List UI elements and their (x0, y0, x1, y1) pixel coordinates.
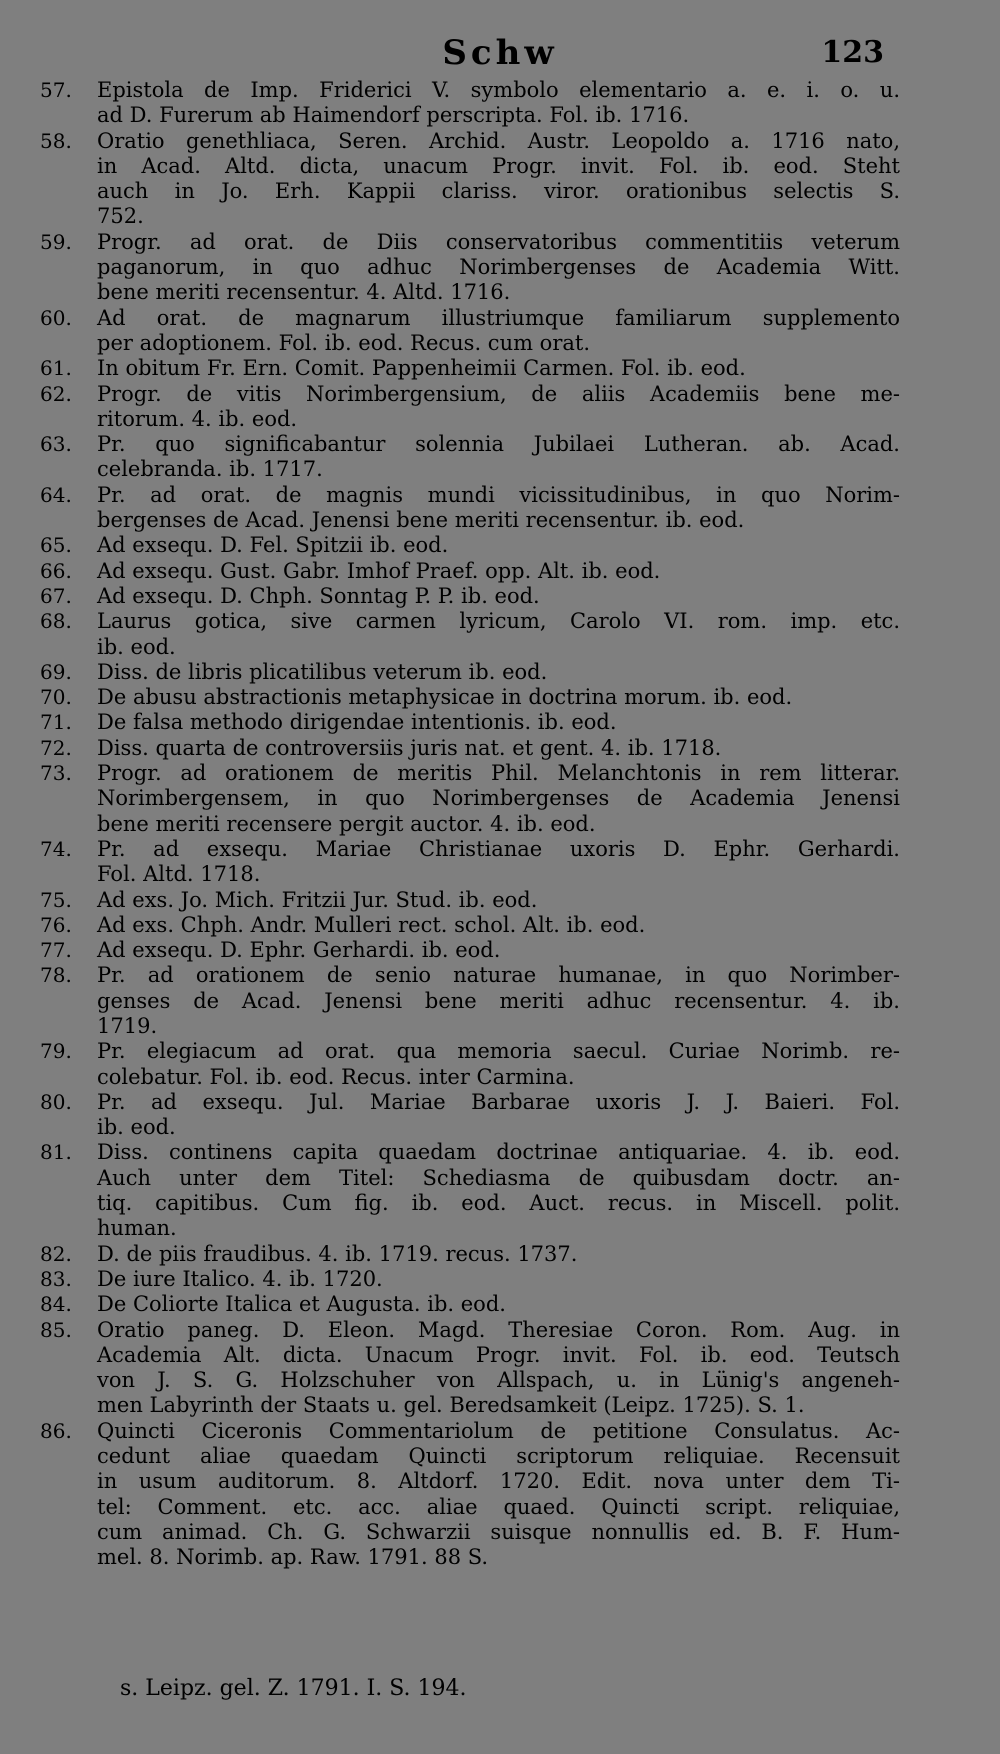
entry-text-line: paganorum, in quo adhuc Norimbergenses de Academia Witt. (97, 255, 900, 280)
bibliography-entry (40, 888, 900, 913)
entry-text-line: Ad exsequ. D. Chph. Sonntag P. P. ib. eod. (97, 583, 540, 608)
entry-text-line: Fol. Altd. 1718. (97, 862, 261, 887)
entry-text-line: ad D. Furerum ab Haimendorf perscripta. Fol. ib. 1716. (97, 103, 690, 128)
bibliography-entry (40, 938, 900, 963)
bibliography-entry (40, 761, 900, 837)
bibliography-entry (40, 129, 900, 230)
bibliography-entry (40, 685, 900, 710)
entry-text-line: Oratio genethliaca, Seren. Archid. Austr. Leopoldo a. 1716 nato, (97, 128, 900, 153)
entry-number: 61. (40, 356, 72, 381)
bibliography-entry (40, 1267, 900, 1292)
entry-number: 79. (40, 1039, 72, 1064)
entry-text-line: Pr. ad orat. de magnis mundi vicissitudinibus, in quo Norim- (97, 482, 900, 507)
entry-number: 85. (40, 1317, 72, 1342)
bibliography-entry (40, 584, 900, 609)
entry-text-line: colebatur. Fol. ib. eod. Recus. inter Carmina. (97, 1064, 575, 1089)
bibliography-entry (40, 609, 900, 660)
entry-text-line: cum animad. Ch. G. Schwarzii suisque nonnullis ed. B. F. Hum- (97, 1519, 900, 1544)
entry-text-line: von J. S. G. Holzschuher von Allspach, u. in Lünig's angeneh- (97, 1368, 900, 1393)
entry-text-line: mel. 8. Norimb. ap. Raw. 1791. 88 S. (97, 1545, 489, 1570)
entry-number: 62. (40, 381, 72, 406)
entry-number: 82. (40, 1241, 72, 1266)
entry-text-line: Auch unter dem Titel: Schediasma de quibusdam doctr. an- (97, 1165, 900, 1190)
entry-text-line: Diss. de libris plicatilibus veterum ib. eod. (97, 659, 548, 684)
bibliography-entry (40, 1039, 900, 1090)
entry-text-line: In obitum Fr. Ern. Comit. Pappenheimii Carmen. Fol. ib. eod. (97, 356, 746, 381)
bibliography-entry (40, 306, 900, 357)
entry-text-line: tel: Comment. etc. acc. aliae quaed. Quincti script. reliquiae, (97, 1494, 900, 1519)
entry-text-line: Ad exsequ. D. Ephr. Gerhardi. ib. eod. (97, 938, 501, 963)
entry-text-line: 1719. (97, 1013, 158, 1038)
entry-text-line: De iure Italico. 4. ib. 1720. (97, 1266, 383, 1291)
bibliography-entry (40, 1090, 900, 1141)
bibliography-entry (40, 483, 900, 534)
entry-text-line: ritorum. 4. ib. eod. (97, 406, 298, 431)
bibliography-entry (40, 533, 900, 558)
entry-text-line: in usum auditorum. 8. Altdorf. 1720. Edit. nova unter dem Ti- (97, 1469, 900, 1494)
entry-text-line: 752. (97, 204, 144, 229)
entry-number: 83. (40, 1266, 72, 1291)
entry-number: 58. (40, 128, 72, 153)
entry-number: 60. (40, 305, 72, 330)
entry-number: 63. (40, 432, 72, 457)
bibliography-entry (40, 432, 900, 483)
entry-number: 84. (40, 1292, 72, 1317)
entry-text-line: Progr. de vitis Norimbergensium, de aliis Academiis bene me- (97, 381, 900, 406)
entry-number: 70. (40, 685, 72, 710)
bibliography-entry (40, 356, 900, 381)
entry-text-line: auch in Jo. Erh. Kappii clariss. viror. orationibus selectis S. (97, 179, 900, 204)
entry-text-line: Diss. quarta de controversiis juris nat. et gent. 4. ib. 1718. (97, 735, 722, 760)
entry-text-line: De abusu abstractionis metaphysicae in doctrina morum. ib. eod. (97, 685, 793, 710)
entry-number: 75. (40, 887, 72, 912)
page-header (0, 30, 1000, 76)
entry-text-line: Pr. ad exsequ. Jul. Mariae Barbarae uxoris J. J. Baieri. Fol. (97, 1089, 900, 1114)
entry-text-line: D. de piis fraudibus. 4. ib. 1719. recus. 1737. (97, 1241, 578, 1266)
bibliography-entry (40, 230, 900, 306)
entry-number: 81. (40, 1140, 72, 1165)
entry-text-line: Oratio paneg. D. Eleon. Magd. Theresiae Coron. Rom. Aug. in (97, 1317, 900, 1342)
bibliography-entry (40, 1419, 900, 1571)
entry-text-line: Progr. ad orationem de meritis Phil. Melanchtonis in rem litterar. (97, 761, 900, 786)
entry-text-line: Diss. continens capita quaedam doctrinae antiquariae. 4. ib. eod. (97, 1140, 900, 1165)
entry-number: 73. (40, 761, 72, 786)
bibliography-entry (40, 963, 900, 1039)
entry-text-line: cedunt aliae quaedam Quincti scriptorum reliquiae. Recensuit (97, 1444, 900, 1469)
entry-number: 65. (40, 533, 72, 558)
bibliography-entry (40, 710, 900, 735)
entry-number: 78. (40, 963, 72, 988)
entry-text-line: tiq. capitibus. Cum fig. ib. eod. Auct. recus. in Miscell. polit. (97, 1191, 900, 1216)
entry-text-line: Ad exsequ. D. Fel. Spitzii ib. eod. (97, 533, 449, 558)
bibliography-entry (40, 1140, 900, 1241)
entry-text-line: Quincti Ciceronis Commentariolum de petitione Consulatus. Ac- (97, 1418, 900, 1443)
bibliography-entry (40, 559, 900, 584)
entry-text-line: Pr. quo significabantur solennia Jubilaei Lutheran. ab. Acad. (97, 432, 900, 457)
entry-text-line: per adoptionem. Fol. ib. eod. Recus. cum orat. (97, 330, 590, 355)
entry-text-line: bene meriti recensere pergit auctor. 4. ib. eod. (97, 811, 596, 836)
bibliography-entry (40, 736, 900, 761)
entry-text-line: De Coliorte Italica et Augusta. ib. eod. (97, 1292, 506, 1317)
entry-number: 67. (40, 583, 72, 608)
entry-text-line: Progr. ad orat. de Diis conservatoribus commentitiis veterum (97, 229, 900, 254)
entry-text-line: human. (97, 1216, 177, 1241)
entry-text-line: ib. eod. (97, 1115, 176, 1140)
bibliography-entry (40, 837, 900, 888)
entry-number: 68. (40, 609, 72, 634)
entry-text-line: Ad exs. Jo. Mich. Fritzii Jur. Stud. ib. eod. (97, 887, 538, 912)
bibliography-entry (40, 913, 900, 938)
entry-text-line: men Labyrinth der Staats u. gel. Beredsamkeit (Leipz. 1725). S. 1. (97, 1393, 805, 1418)
entry-number: 64. (40, 482, 72, 507)
entry-number: 80. (40, 1089, 72, 1114)
entry-number: 69. (40, 659, 72, 684)
entry-number: 72. (40, 735, 72, 760)
entry-text-line: in Acad. Altd. dicta, unacum Progr. invit. Fol. ib. eod. Steht (97, 153, 900, 178)
entry-text-line: Laurus gotica, sive carmen lyricum, Carolo VI. rom. imp. etc. (97, 609, 900, 634)
entry-text-line: genses de Acad. Jenensi bene meriti adhuc recensentur. 4. ib. (97, 988, 900, 1013)
entry-text-line: ib. eod. (97, 634, 176, 659)
running-title: Schw (442, 33, 558, 73)
entry-number: 76. (40, 912, 72, 937)
entry-number: 57. (40, 78, 72, 102)
entry-text-line: Ad exsequ. Gust. Gabr. Imhof Praef. opp. Alt. ib. eod. (97, 558, 661, 583)
entry-text-line: Pr. ad orationem de senio naturae humanae, in quo Norimber- (97, 963, 900, 988)
bibliography-list (40, 78, 900, 1571)
bibliography-entry (40, 1318, 900, 1419)
entry-text-line: Ad orat. de magnarum illustriumque familiarum supplemento (97, 305, 900, 330)
bibliography-entry (40, 382, 900, 433)
entry-text-line: bene meriti recensentur. 4. Altd. 1716. (97, 280, 511, 305)
reference-note: s. Leipz. gel. Z. 1791. I. S. 194. (120, 1676, 467, 1701)
entry-number: 59. (40, 229, 72, 254)
entry-number: 86. (40, 1418, 72, 1443)
bibliography-entry (40, 78, 900, 129)
entry-number: 77. (40, 938, 72, 963)
bibliography-entry (40, 1292, 900, 1317)
bibliography-entry (40, 1242, 900, 1267)
bibliography-entry (40, 660, 900, 685)
entry-text-line: Ad exs. Chph. Andr. Mulleri rect. schol. Alt. ib. eod. (97, 912, 646, 937)
entry-text-line: Pr. ad exsequ. Mariae Christianae uxoris D. Ephr. Gerhardi. (97, 836, 900, 861)
entry-text-line: Pr. elegiacum ad orat. qua memoria saecul. Curiae Norimb. re- (97, 1039, 900, 1064)
entry-number: 74. (40, 836, 72, 861)
entry-number: 71. (40, 710, 72, 735)
entry-text-line: bergenses de Acad. Jenensi bene meriti recensentur. ib. eod. (97, 508, 745, 533)
entry-text-line: celebranda. ib. 1717. (97, 457, 323, 482)
entry-text-line: Academia Alt. dicta. Unacum Progr. invit. Fol. ib. eod. Teutsch (97, 1342, 900, 1367)
entry-text-line: Norimbergensem, in quo Norimbergenses de Academia Jenensi (97, 786, 900, 811)
page-number: 123 (821, 35, 884, 70)
entry-number: 66. (40, 558, 72, 583)
entry-text-line: Epistola de Imp. Friderici V. symbolo elementario a. e. i. o. u. (97, 78, 900, 102)
entry-text-line: De falsa methodo dirigendae intentionis. ib. eod. (97, 710, 617, 735)
